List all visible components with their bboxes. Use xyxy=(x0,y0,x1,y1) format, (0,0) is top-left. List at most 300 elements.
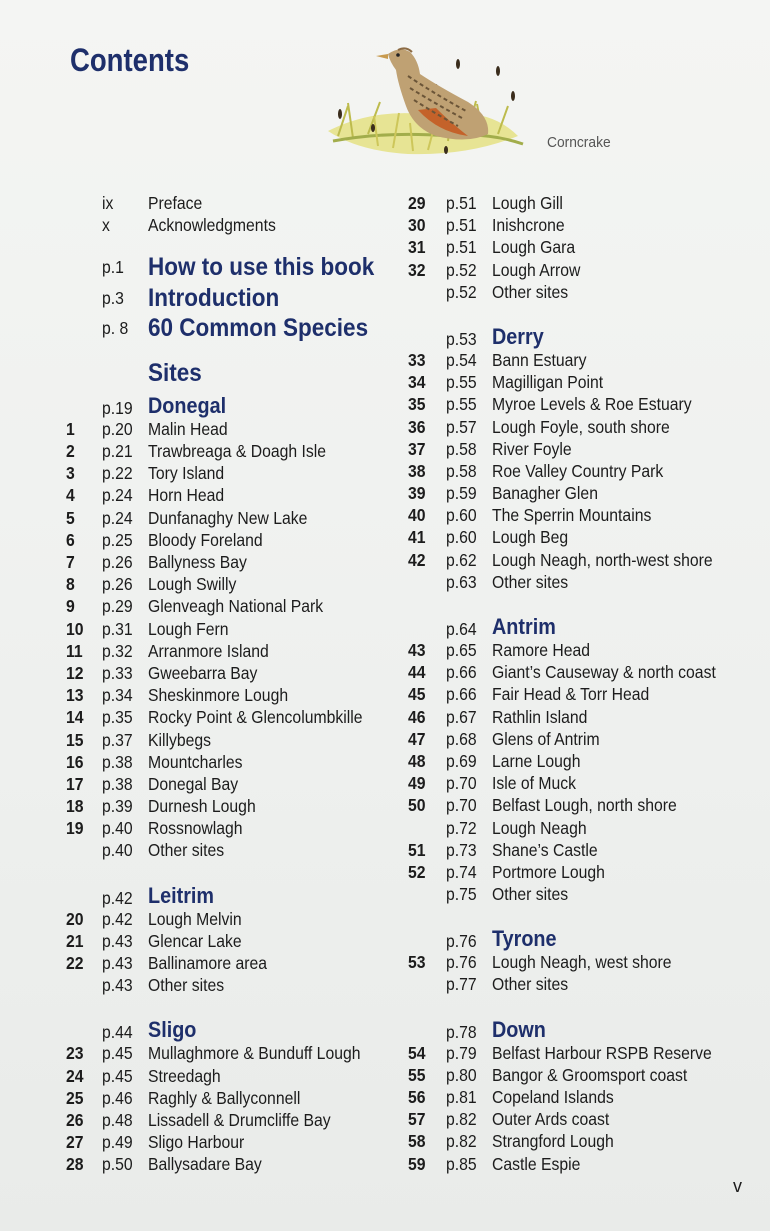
site-label: The Sperrin Mountains xyxy=(492,505,652,526)
site-label: Raghly & Ballyconnell xyxy=(148,1087,301,1108)
page-ref: p.26 xyxy=(102,574,133,595)
site-entry xyxy=(66,529,396,551)
region-heading: Tyrone xyxy=(492,926,557,952)
site-entry xyxy=(408,371,758,393)
site-label: Bangor & Groomsport coast xyxy=(492,1064,688,1085)
region-heading: Sligo xyxy=(148,1017,197,1043)
site-entry xyxy=(66,1087,396,1109)
site-number: 12 xyxy=(66,662,84,683)
site-label: Other sites xyxy=(492,884,569,905)
site-number: 33 xyxy=(408,349,426,370)
site-entry xyxy=(408,1086,758,1108)
page-ref: ix xyxy=(102,193,114,213)
site-number: 26 xyxy=(66,1109,84,1130)
site-entry xyxy=(408,571,758,593)
site-label: Myroe Levels & Roe Estuary xyxy=(492,394,692,415)
site-entry xyxy=(408,861,758,883)
page-ref: p.38 xyxy=(102,751,133,772)
site-entry xyxy=(408,460,758,482)
page-ref: p.49 xyxy=(102,1132,133,1153)
site-number: 52 xyxy=(408,861,426,882)
page-ref: p.44 xyxy=(102,1022,133,1043)
site-label: Outer Ards coast xyxy=(492,1109,610,1130)
page-ref: p.52 xyxy=(446,259,477,280)
site-label: Ballyness Bay xyxy=(148,552,247,572)
page-ref: p.54 xyxy=(446,349,477,370)
page-ref: p.24 xyxy=(102,507,133,528)
site-number: 19 xyxy=(66,818,84,839)
site-label: Larne Lough xyxy=(492,750,581,771)
site-label: Lough Foyle, south shore xyxy=(492,416,670,437)
page-ref: p.40 xyxy=(102,840,133,861)
region-heading: Antrim xyxy=(492,614,556,639)
site-label: Sheskinmore Lough xyxy=(148,685,289,706)
site-entry xyxy=(66,595,396,617)
site-entry xyxy=(408,281,758,303)
site-number: 59 xyxy=(408,1153,426,1174)
site-number: 46 xyxy=(408,706,426,727)
site-entry xyxy=(408,214,758,236)
site-entry xyxy=(408,951,758,973)
site-label: Rocky Point & Glencolumbkille xyxy=(148,707,363,728)
site-number: 3 xyxy=(66,463,75,484)
site-entry xyxy=(66,839,396,861)
site-entry xyxy=(66,507,396,529)
page-ref: p.26 xyxy=(102,552,133,572)
site-number: 54 xyxy=(408,1042,426,1063)
site-entry xyxy=(66,1042,396,1064)
site-label: Fair Head & Torr Head xyxy=(492,684,650,705)
site-label: Ballinamore area xyxy=(148,953,268,973)
site-entry xyxy=(66,662,396,684)
page-ref: p.20 xyxy=(102,418,133,439)
page-ref: p.25 xyxy=(102,529,133,550)
sites-heading-row xyxy=(66,356,396,390)
site-number: 14 xyxy=(66,707,84,728)
site-entry xyxy=(408,236,758,258)
site-entry xyxy=(66,1153,396,1175)
site-entry xyxy=(408,661,758,683)
region-heading: Derry xyxy=(492,323,544,349)
page-ref: p.79 xyxy=(446,1042,477,1063)
page-ref: p.52 xyxy=(446,281,477,302)
page-ref: p.58 xyxy=(446,460,477,481)
page-ref: p.42 xyxy=(102,908,133,929)
site-label: Isle of Muck xyxy=(492,773,577,794)
region-heading-row xyxy=(408,615,758,639)
site-number: 49 xyxy=(408,773,426,794)
toc-main-entry xyxy=(66,283,396,314)
site-entry xyxy=(408,438,758,460)
page-ref: p.40 xyxy=(102,818,133,839)
page-ref: p.75 xyxy=(446,884,477,905)
site-label: Lough Swilly xyxy=(148,574,237,595)
illustration-caption: Corncrake xyxy=(547,134,611,151)
page-ref: p.31 xyxy=(102,618,133,639)
site-label: Portmore Lough xyxy=(492,861,605,882)
site-label: Glenveagh National Park xyxy=(148,596,324,617)
site-label: Ballysadare Bay xyxy=(148,1154,262,1175)
site-entry xyxy=(66,974,396,996)
site-number: 16 xyxy=(66,751,84,772)
page-ref: p.53 xyxy=(446,328,477,349)
site-label: Lissadell & Drumcliffe Bay xyxy=(148,1109,331,1130)
site-number: 35 xyxy=(408,394,426,415)
page-ref: p.22 xyxy=(102,463,133,484)
site-number: 40 xyxy=(408,505,426,526)
page-ref: p.74 xyxy=(446,861,477,882)
site-label: Belfast Harbour RSPB Reserve xyxy=(492,1042,712,1063)
page-ref: p.85 xyxy=(446,1153,477,1174)
site-number: 1 xyxy=(66,418,75,439)
site-number: 27 xyxy=(66,1132,84,1153)
site-number: 34 xyxy=(408,372,426,393)
site-entry xyxy=(66,773,396,795)
page-ref: p.57 xyxy=(446,416,477,437)
site-entry xyxy=(408,393,758,415)
site-entry xyxy=(408,683,758,705)
site-number: 47 xyxy=(408,728,426,749)
site-label: Lough Gill xyxy=(492,193,563,213)
page-ref: p.64 xyxy=(446,619,477,639)
site-number: 2 xyxy=(66,441,75,462)
page-ref: p.42 xyxy=(102,887,133,908)
site-entry xyxy=(66,817,396,839)
page-ref: p.60 xyxy=(446,505,477,526)
site-entry xyxy=(408,728,758,750)
site-entry xyxy=(66,1131,396,1153)
site-number: 20 xyxy=(66,908,84,929)
site-entry xyxy=(66,551,396,573)
site-entry xyxy=(408,1042,758,1064)
site-label: Lough Beg xyxy=(492,527,569,548)
page-ref: p.29 xyxy=(102,596,133,617)
page-ref: p.46 xyxy=(102,1087,133,1108)
site-label: Other sites xyxy=(492,974,569,995)
page-ref: p.1 xyxy=(102,257,124,278)
page-ref: p.24 xyxy=(102,485,133,506)
page-ref: p.72 xyxy=(446,817,477,838)
page-ref: p. 8 xyxy=(102,318,129,339)
site-entry xyxy=(408,883,758,905)
site-number: 4 xyxy=(66,485,75,506)
main-entry-label: Introduction xyxy=(148,283,280,312)
site-entry xyxy=(66,618,396,640)
page-ref: p.77 xyxy=(446,974,477,995)
page-ref: p.58 xyxy=(446,438,477,459)
site-label: Mullaghmore & Bunduff Lough xyxy=(148,1043,361,1064)
right-section-list xyxy=(408,192,758,1175)
page-ref: p.55 xyxy=(446,394,477,415)
site-label: Belfast Lough, north shore xyxy=(492,795,677,816)
page-ref: p.21 xyxy=(102,441,133,462)
site-number: 11 xyxy=(66,640,83,661)
site-number: 21 xyxy=(66,930,84,951)
site-label: Inishcrone xyxy=(492,215,565,236)
site-entry xyxy=(408,504,758,526)
page-ref: p.35 xyxy=(102,707,133,728)
site-label: Lough Neagh, north-west shore xyxy=(492,549,713,570)
page-ref: p.66 xyxy=(446,684,477,705)
site-entry xyxy=(408,1108,758,1130)
page-ref: p.37 xyxy=(102,729,133,750)
site-number: 39 xyxy=(408,483,426,504)
site-number: 13 xyxy=(66,685,84,706)
site-label: Shane’s Castle xyxy=(492,839,598,860)
site-label: Durnesh Lough xyxy=(148,796,256,817)
site-number: 58 xyxy=(408,1131,426,1152)
site-label: Lough Gara xyxy=(492,237,576,258)
site-entry xyxy=(408,706,758,728)
page-ref: p.65 xyxy=(446,640,477,660)
site-number: 41 xyxy=(408,527,426,548)
site-label: Donegal Bay xyxy=(148,773,239,794)
page-title: Contents xyxy=(70,42,190,78)
site-number: 38 xyxy=(408,460,426,481)
site-label: Other sites xyxy=(148,840,225,861)
site-number: 29 xyxy=(408,193,426,213)
site-label: Bann Estuary xyxy=(492,349,587,370)
page-ref: p.51 xyxy=(446,215,477,236)
page-ref: p.76 xyxy=(446,931,477,952)
site-number: 57 xyxy=(408,1109,426,1130)
page-ref: p.51 xyxy=(446,193,477,213)
page-ref: p.38 xyxy=(102,773,133,794)
site-number: 53 xyxy=(408,952,426,973)
site-number: 32 xyxy=(408,259,426,280)
sites-heading: Sites xyxy=(148,358,202,387)
site-number: 42 xyxy=(408,549,426,570)
site-label: Glens of Antrim xyxy=(492,728,600,749)
site-number: 51 xyxy=(408,839,426,860)
site-entry xyxy=(408,772,758,794)
toc-main-entry xyxy=(66,313,396,344)
page-ref: p.69 xyxy=(446,750,477,771)
contents-left-column xyxy=(66,192,396,1176)
page-ref: p.66 xyxy=(446,662,477,683)
site-entry xyxy=(408,794,758,816)
site-number: 55 xyxy=(408,1064,426,1085)
main-entry-label: 60 Common Species xyxy=(148,314,369,343)
site-entry xyxy=(66,930,396,952)
site-number: 56 xyxy=(408,1087,426,1107)
site-label: Streedagh xyxy=(148,1065,221,1086)
site-label: Trawbreaga & Doagh Isle xyxy=(148,441,327,462)
page-ref: x xyxy=(102,215,110,236)
page-ref: p.81 xyxy=(446,1087,477,1107)
site-number: 31 xyxy=(408,237,426,258)
page-ref: p.80 xyxy=(446,1064,477,1085)
site-entry xyxy=(408,259,758,281)
site-entry xyxy=(66,484,396,506)
main-entry-label: How to use this book xyxy=(148,253,375,282)
contents-right-column xyxy=(408,192,758,1175)
site-label: Copeland Islands xyxy=(492,1087,614,1107)
site-label: Killybegs xyxy=(148,729,212,750)
site-label: Malin Head xyxy=(148,418,228,439)
site-entry xyxy=(408,349,758,371)
region-heading-row xyxy=(66,884,396,908)
site-entry xyxy=(408,192,758,214)
site-number: 6 xyxy=(66,529,75,550)
site-number: 10 xyxy=(66,618,84,639)
site-label: Lough Melvin xyxy=(148,908,242,929)
region-heading-row xyxy=(408,325,758,349)
site-label: Banagher Glen xyxy=(492,483,598,504)
site-number: 7 xyxy=(66,552,75,572)
site-label: Sligo Harbour xyxy=(148,1132,245,1153)
page-ref: p.76 xyxy=(446,952,477,973)
page-ref: p.73 xyxy=(446,839,477,860)
page-ref: p.19 xyxy=(102,397,133,418)
site-label: Lough Neagh, west shore xyxy=(492,952,672,973)
site-label: Other sites xyxy=(148,975,225,996)
page-ref: p.39 xyxy=(102,796,133,817)
page-ref: p.55 xyxy=(446,372,477,393)
page-ref: p.34 xyxy=(102,685,133,706)
site-entry xyxy=(408,416,758,438)
site-label: Ramore Head xyxy=(492,640,591,660)
site-entry xyxy=(408,973,758,995)
site-number: 5 xyxy=(66,507,75,528)
toc-entry xyxy=(66,214,396,236)
site-entry xyxy=(408,526,758,548)
site-entry xyxy=(408,817,758,839)
site-entry xyxy=(408,750,758,772)
site-number: 50 xyxy=(408,795,426,816)
page-ref: p.43 xyxy=(102,930,133,951)
site-number: 28 xyxy=(66,1154,84,1175)
region-heading-row xyxy=(408,1018,758,1042)
site-entry xyxy=(408,1064,758,1086)
entry-label: Preface xyxy=(148,193,203,213)
page-ref: p.70 xyxy=(446,773,477,794)
site-number: 24 xyxy=(66,1065,84,1086)
site-number: 37 xyxy=(408,438,426,459)
site-entry xyxy=(66,706,396,728)
site-label: Mountcharles xyxy=(148,751,243,772)
page-ref: p.68 xyxy=(446,728,477,749)
site-label: Arranmore Island xyxy=(148,640,269,661)
site-entry xyxy=(66,1065,396,1087)
site-label: Tory Island xyxy=(148,463,225,484)
page-ref: p.33 xyxy=(102,662,133,683)
region-heading-row xyxy=(66,1018,396,1042)
site-entry xyxy=(408,839,758,861)
site-number: 30 xyxy=(408,215,426,236)
site-number: 9 xyxy=(66,596,75,617)
site-entry xyxy=(66,418,396,440)
page-ref: p.60 xyxy=(446,527,477,548)
site-number: 23 xyxy=(66,1043,84,1064)
page-ref: p.70 xyxy=(446,795,477,816)
site-label: Other sites xyxy=(492,571,569,592)
site-label: Gweebarra Bay xyxy=(148,662,258,683)
site-label: Rossnowlagh xyxy=(148,818,243,839)
site-label: Roe Valley Country Park xyxy=(492,460,664,481)
site-entry xyxy=(66,640,396,662)
site-entry xyxy=(66,440,396,462)
page-ref: p.78 xyxy=(446,1021,477,1042)
site-number: 18 xyxy=(66,796,84,817)
page-ref: p.67 xyxy=(446,706,477,727)
region-heading: Donegal xyxy=(148,392,227,418)
site-label: Dunfanaghy New Lake xyxy=(148,507,308,528)
site-number: 15 xyxy=(66,729,84,750)
region-heading: Leitrim xyxy=(148,882,215,908)
site-entry xyxy=(66,751,396,773)
site-label: Bloody Foreland xyxy=(148,529,263,550)
site-entry xyxy=(66,462,396,484)
site-number: 36 xyxy=(408,416,426,437)
site-entry xyxy=(66,795,396,817)
site-number: 43 xyxy=(408,640,426,660)
page-ref: p.43 xyxy=(102,953,133,973)
site-label: Glencar Lake xyxy=(148,930,242,951)
site-number: 25 xyxy=(66,1087,84,1108)
page-ref: p.3 xyxy=(102,287,124,308)
page-ref: p.45 xyxy=(102,1043,133,1064)
site-label: Magilligan Point xyxy=(492,372,604,393)
region-heading-row xyxy=(66,394,396,418)
region-heading-row xyxy=(408,927,758,951)
site-number: 22 xyxy=(66,953,84,973)
site-entry xyxy=(408,639,758,661)
site-label: Horn Head xyxy=(148,485,225,506)
region-heading: Down xyxy=(492,1016,546,1042)
left-section-list xyxy=(66,394,396,1176)
page-ref: p.51 xyxy=(446,237,477,258)
page-ref: p.43 xyxy=(102,975,133,996)
site-entry xyxy=(408,1130,758,1152)
site-label: Lough Fern xyxy=(148,618,229,639)
site-entry xyxy=(66,952,396,974)
site-label: Rathlin Island xyxy=(492,706,588,727)
site-entry xyxy=(66,1109,396,1131)
site-label: River Foyle xyxy=(492,438,572,459)
page-ref: p.59 xyxy=(446,483,477,504)
site-entry xyxy=(66,729,396,751)
page-ref: p.50 xyxy=(102,1154,133,1175)
site-label: Strangford Lough xyxy=(492,1131,614,1152)
toc-entry xyxy=(66,192,396,214)
site-label: Lough Arrow xyxy=(492,259,581,280)
site-entry xyxy=(66,573,396,595)
site-label: Lough Neagh xyxy=(492,817,587,838)
corncrake-illustration xyxy=(318,36,548,171)
site-entry xyxy=(408,549,758,571)
entry-label: Acknowledgments xyxy=(148,215,276,236)
site-label: Giant’s Causeway & north coast xyxy=(492,662,716,683)
page-ref: p.63 xyxy=(446,571,477,592)
page-ref: p.48 xyxy=(102,1109,133,1130)
page-ref: p.82 xyxy=(446,1131,477,1152)
site-number: 48 xyxy=(408,750,426,771)
site-number: 17 xyxy=(66,773,84,794)
site-number: 45 xyxy=(408,684,426,705)
site-entry xyxy=(66,684,396,706)
page-ref: p.62 xyxy=(446,549,477,570)
page-ref: p.32 xyxy=(102,640,133,661)
site-number: 44 xyxy=(408,662,426,683)
site-entry xyxy=(408,1153,758,1175)
toc-main-entry xyxy=(66,252,396,283)
page-ref: p.82 xyxy=(446,1109,477,1130)
site-entry xyxy=(66,908,396,930)
site-label: Castle Espie xyxy=(492,1153,581,1174)
page-ref: p.45 xyxy=(102,1065,133,1086)
page-number: v xyxy=(733,1176,742,1196)
